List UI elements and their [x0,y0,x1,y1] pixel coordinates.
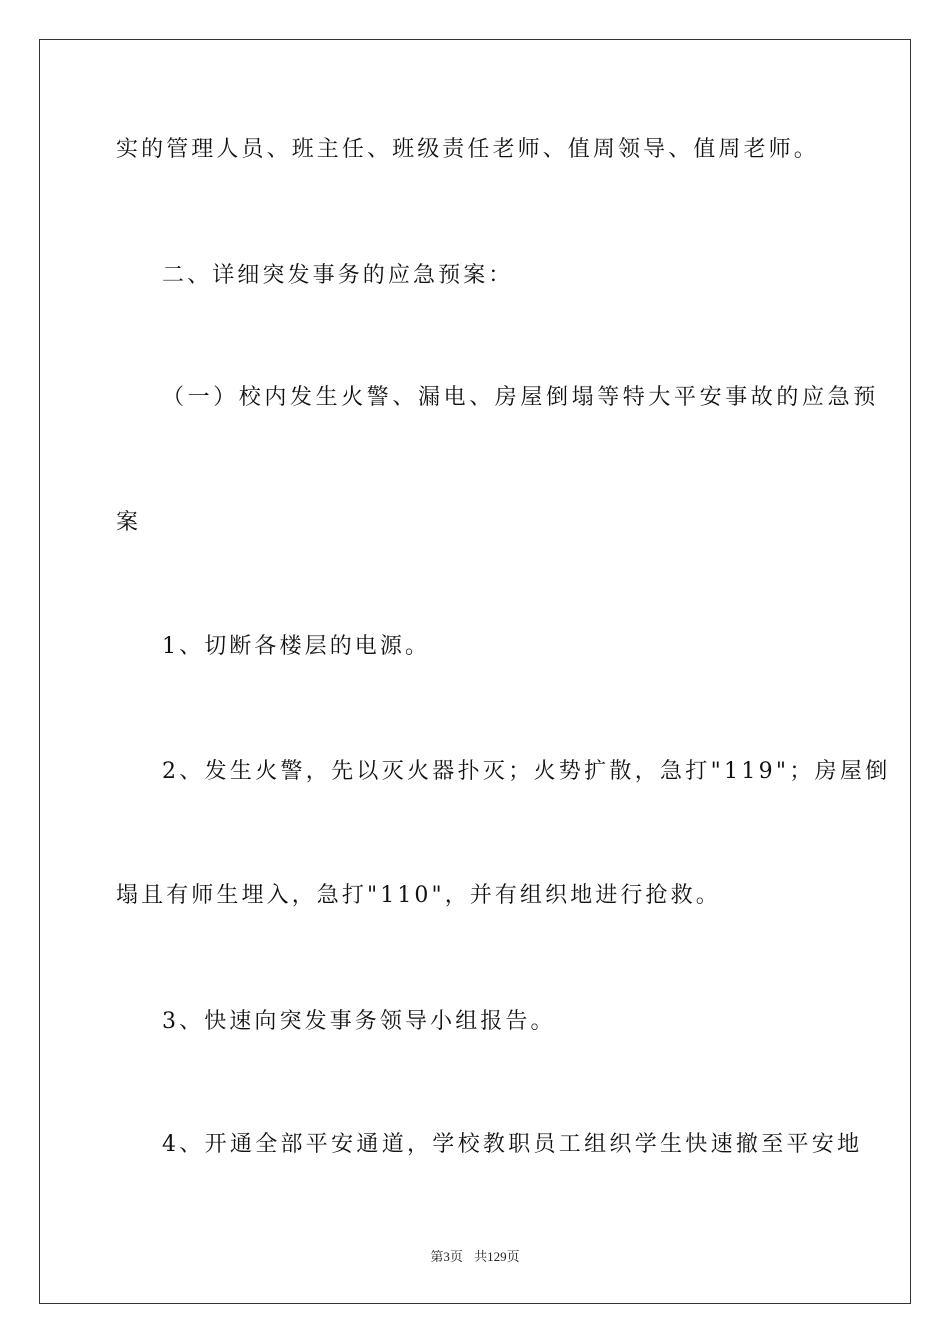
list-item-2: 2、发生火警，先以灭火器扑灭；火势扩散，急打"119"；房屋倒 [162,759,891,784]
section-heading: 二、详细突发事务的应急预案： [162,263,514,288]
page-frame [39,39,911,1304]
page-number: 第3页 [430,1249,463,1264]
subsection-heading: （一）校内发生火警、漏电、房屋倒塌等特大平安事故的应急预 [162,385,879,410]
list-item-4: 4、开通全部平安通道，学校教职员工组织学生快速撤至平安地 [162,1132,863,1157]
page-footer [0,1248,950,1266]
list-item-1: 1、切断各楼层的电源。 [162,634,431,659]
page-total: 共129页 [474,1249,520,1264]
list-item-2-continued: 塌且有师生埋入，急打"110"，并有组织地进行抢救。 [116,883,721,908]
subsection-heading-continued: 案 [116,510,142,535]
list-item-3: 3、快速向突发事务领导小组报告。 [162,1009,556,1034]
paragraph-line-1: 实的管理人员、班主任、班级责任老师、值周领导、值周老师。 [116,137,819,162]
